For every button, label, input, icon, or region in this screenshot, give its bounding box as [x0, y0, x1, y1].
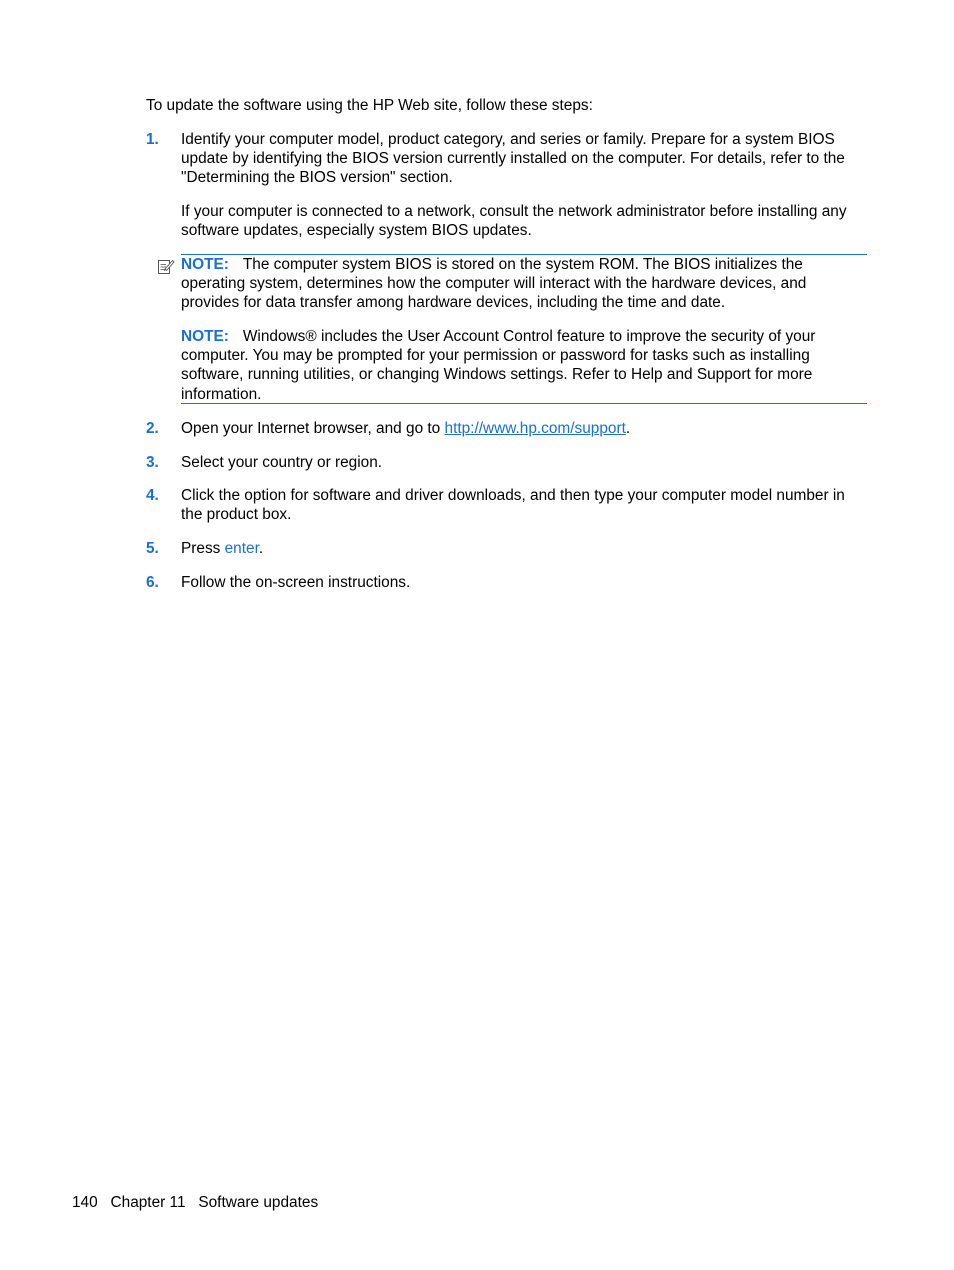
step-6: [146, 573, 868, 592]
note-pad-pencil-icon: [157, 257, 175, 275]
footer-chapter: Chapter 11: [110, 1194, 186, 1211]
step-text-before: Press: [181, 540, 225, 557]
step-text: Select your country or region.: [181, 454, 383, 471]
intro-text: To update the software using the HP Web site, follow these steps:: [146, 97, 593, 114]
note-2: [181, 327, 867, 404]
step-number: 2.: [146, 420, 159, 437]
note-text: The computer system BIOS is stored on the system ROM. The BIOS initializes the operating system, determines how the computer will interact with the hardware devices, and provides for data transfer among hardware devices, including the time and date.: [181, 256, 807, 312]
note-1: [181, 255, 867, 313]
step-text: Identify your computer model, product category, and series or family. Prepare for a system BIOS update by identifying the BIOS version currently installed on the computer. For details, refer to the "Determining the BIOS version" section.: [181, 131, 845, 187]
step-text: Click the option for software and driver downloads, and then type your computer model number in the product box.: [181, 487, 845, 524]
step-text: Follow the on-screen instructions.: [181, 574, 411, 591]
enter-key-label: enter: [224, 540, 259, 557]
step-1: [146, 130, 868, 188]
step-text: [181, 419, 868, 438]
step-5: [146, 539, 868, 558]
hp-support-link[interactable]: http://www.hp.com/support: [444, 420, 626, 437]
step-3: [146, 453, 868, 472]
step-2: [146, 419, 868, 438]
step-number: 4.: [146, 487, 159, 504]
note-label: NOTE:: [181, 328, 229, 345]
step-text-before: Open your Internet browser, and go to: [181, 420, 445, 437]
step-4: [146, 486, 868, 524]
footer-title: Software updates: [198, 1194, 319, 1211]
step-text-after: .: [258, 540, 264, 557]
page-number: 140: [72, 1194, 98, 1211]
note-label: NOTE:: [181, 256, 229, 273]
network-paragraph: If your computer is connected to a network, consult the network administrator before installing any software updates, especially system BIOS updates.: [181, 203, 847, 240]
step-number: 3.: [146, 454, 159, 471]
note-text: Windows® includes the User Account Control feature to improve the security of your computer. You may be prompted for your permission or password for tasks such as installing software, running utilities, or changing Windows settings. Refer to Help and Support for more information.: [181, 328, 816, 403]
step-number: 5.: [146, 540, 159, 557]
step-number: 1.: [146, 131, 159, 148]
step-number: 6.: [146, 574, 159, 591]
step-text-after: .: [625, 420, 631, 437]
page-footer: [72, 1193, 318, 1212]
step-text: [181, 539, 868, 558]
